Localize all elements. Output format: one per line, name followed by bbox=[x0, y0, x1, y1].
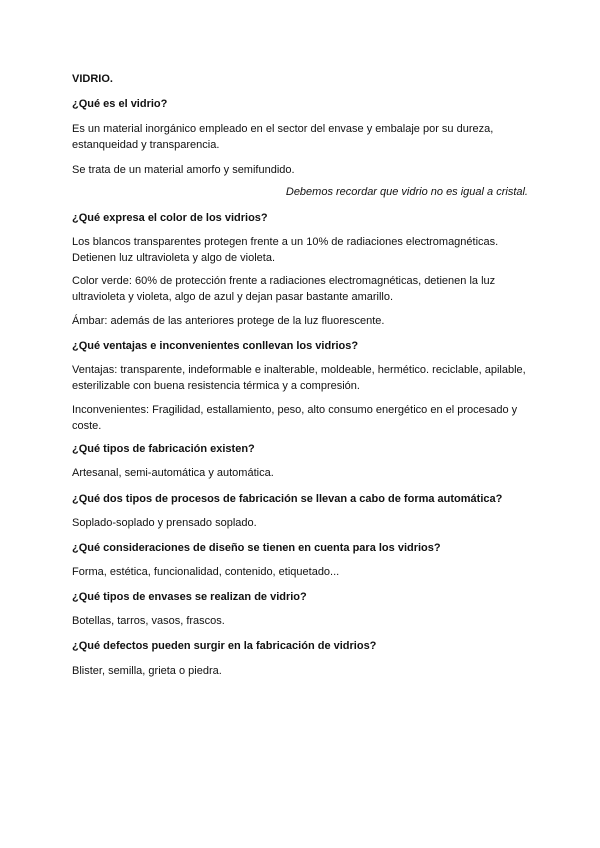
italic-note: Debemos recordar que vidrio no es igual a cristal. bbox=[285, 186, 528, 198]
question-7: ¿Qué tipos de envases se realizan de vidrio? bbox=[72, 591, 307, 603]
document-title: VIDRIO. bbox=[72, 73, 113, 85]
answer-3-advantages: Ventajas: transparente, indeformable e inalterable, moldeable, hermético. reciclable, apilable, esterilizable con buena resistencia térmica y a compresión. bbox=[72, 364, 526, 392]
answer-4: Artesanal, semi-automática y automática. bbox=[72, 467, 274, 479]
question-5: ¿Qué dos tipos de procesos de fabricación se llevan a cabo de forma automática? bbox=[72, 493, 503, 505]
answer-2-paragraph-1: Los blancos transparentes protegen frente a un 10% de radiaciones electromagnéticas. Detienen luz ultravioleta y algo de violeta. bbox=[72, 236, 499, 264]
answer-1-paragraph-1: Es un material inorgánico empleado en el sector del envase y embalaje por su dureza, estanqueidad y transparencia. bbox=[72, 123, 494, 151]
answer-5: Soplado-soplado y prensado soplado. bbox=[72, 517, 257, 529]
answer-2-paragraph-2: Color verde: 60% de protección frente a radiaciones electromagnéticas, detienen la luz ultravioleta y violeta, algo de azul y dejan pasar bastante amarillo. bbox=[72, 275, 496, 303]
question-1: ¿Qué es el vidrio? bbox=[72, 98, 168, 110]
answer-6: Forma, estética, funcionalidad, contenido, etiquetado... bbox=[72, 566, 340, 578]
answer-7: Botellas, tarros, vasos, frascos. bbox=[72, 615, 225, 627]
question-3: ¿Qué ventajas e inconvenientes conllevan los vidrios? bbox=[72, 340, 359, 352]
answer-8: Blister, semilla, grieta o piedra. bbox=[72, 665, 222, 677]
answer-1-paragraph-2: Se trata de un material amorfo y semifundido. bbox=[72, 164, 295, 176]
answer-3-disadvantages: Inconvenientes: Fragilidad, estallamiento, peso, alto consumo energético en el procesado y coste. bbox=[72, 404, 518, 432]
answer-2-paragraph-3: Ámbar: además de las anteriores protege de la luz fluorescente. bbox=[72, 315, 385, 327]
question-4: ¿Qué tipos de fabricación existen? bbox=[72, 443, 255, 455]
question-8: ¿Qué defectos pueden surgir en la fabricación de vidrios? bbox=[72, 640, 377, 652]
question-2: ¿Qué expresa el color de los vidrios? bbox=[72, 212, 268, 224]
question-6: ¿Qué consideraciones de diseño se tienen en cuenta para los vidrios? bbox=[72, 542, 441, 554]
